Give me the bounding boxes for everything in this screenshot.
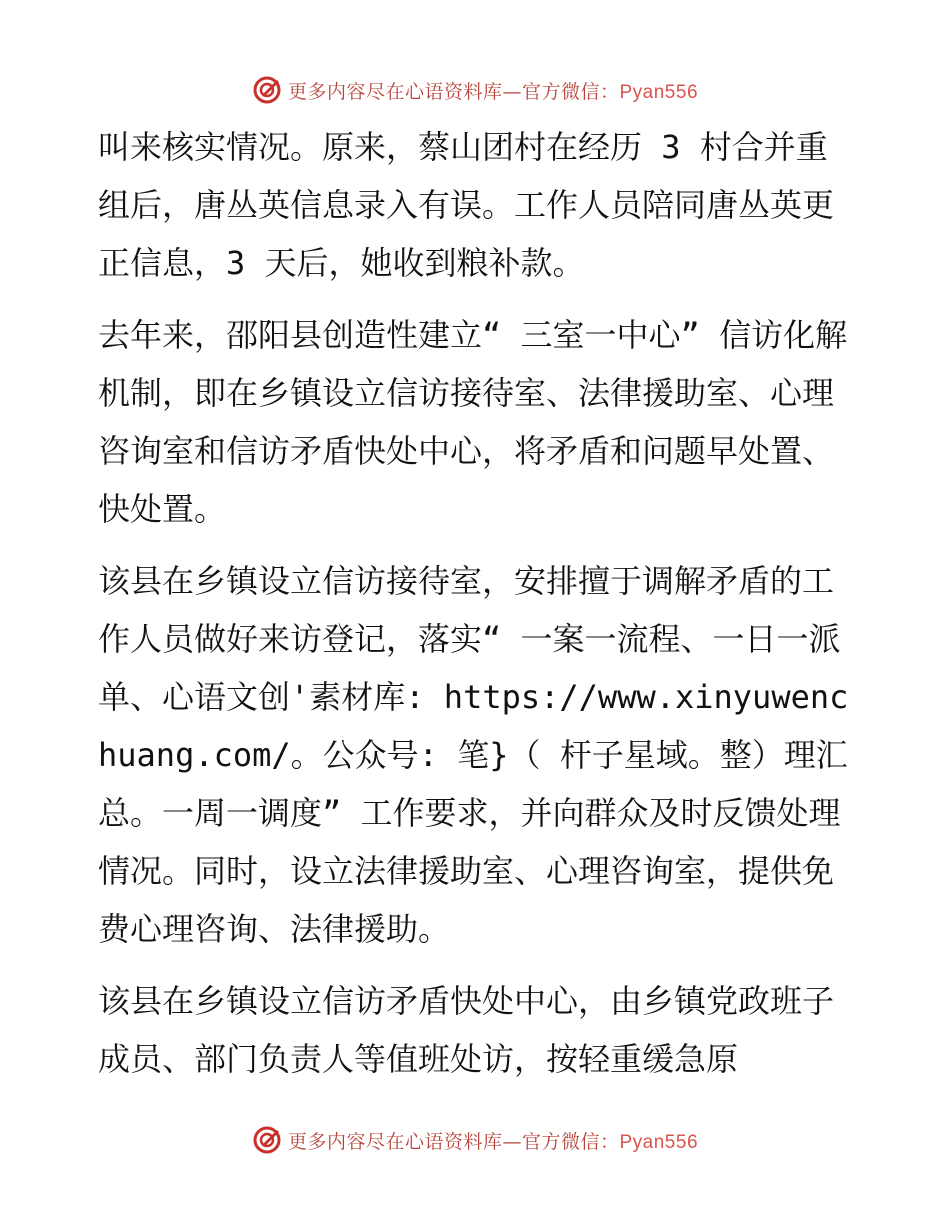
paragraph-2: 去年来，邵阳县创造性建立“ 三室一中心” 信访化解机制，即在乡镇设立信访接待室、法律援助室、心理咨询室和信访矛盾快处中心，将矛盾和问题早处置、快处置。 — [98, 316, 848, 528]
footer-banner-text: 更多内容尽在心语资料库—官方微信：Pyan556 — [287, 1130, 699, 1153]
paragraph-3: 该县在乡镇设立信访接待室，安排擅于调解矛盾的工作人员做好来访登记，落实“ 一案一流程、一日一派单、心语文创'素材库: https://www.xinyuwenchuang.com/。公众号: 笔}（ 杆子星域。整）理汇总。一周一调度” 工作要求，并向群众及时反馈处理情况。同时，设立法律援助室、心理咨询室，提供免费心理咨询、法律援助。 — [98, 562, 849, 948]
header-banner — [0, 70, 950, 110]
pen-logo-icon — [252, 1125, 282, 1155]
paragraph-4: 该县在乡镇设立信访矛盾快处中心，由乡镇党政班子成员、部门负责人等值班处访，按轻重缓急原 — [98, 982, 835, 1078]
pen-logo-icon — [252, 75, 282, 105]
footer-wechat-handle: Pyan556 — [619, 1131, 699, 1153]
header-wechat-handle: Pyan556 — [619, 81, 699, 103]
paragraph-1: 叫来核实情况。原来，蔡山团村在经历 3 村合并重组后，唐丛英信息录入有误。工作人员陪同唐丛英更正信息，3 天后，她收到粮补款。 — [98, 128, 835, 282]
document-body — [98, 118, 850, 1102]
footer-banner — [0, 1120, 950, 1160]
header-banner-text: 更多内容尽在心语资料库—官方微信：Pyan556 — [287, 80, 699, 103]
